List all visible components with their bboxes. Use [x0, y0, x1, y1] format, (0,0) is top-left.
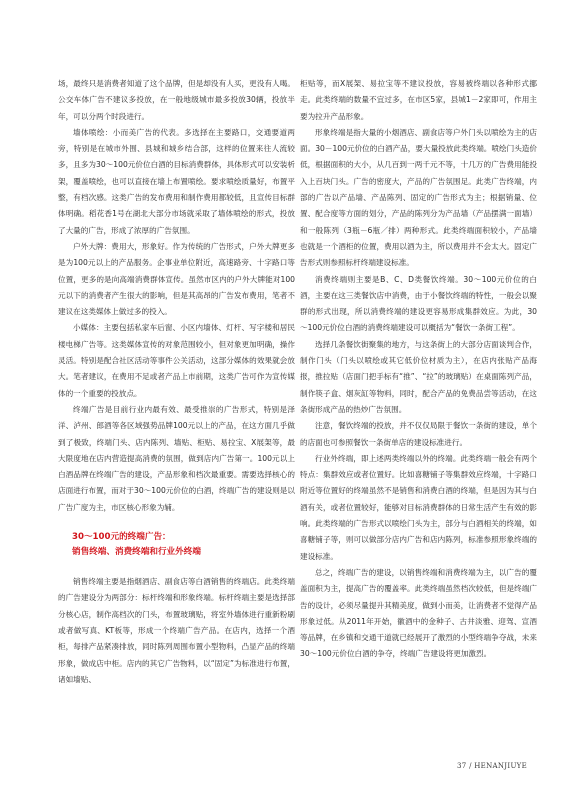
- page-number: 37: [457, 762, 467, 770]
- section-heading-line-2: 销售终端、消费终端和行业外终端: [72, 547, 201, 558]
- right-column: [300, 76, 537, 663]
- paragraph-consumption-terminal: 消费终端则主要是B、C、D类餐饮终端。30～100元价位的白酒，主要在这三类餐饮店中消费，由于小餐饮终端的特性，一般会以聚群的形式出现，所以消费终端的建设更容易形成集群效应。为此，30～100元价位白酒的消费终端建设可以概括为“餐饮一条街工程”。: [300, 274, 537, 333]
- footer-separator: /: [466, 762, 475, 770]
- paragraph-wall-paint: 墙体喷绘：小而美广告的代表。多选择在主要路口，交通要道两旁，特别是在城市外围、县城和城乡结合部，这样的位置来往人流较多，且多为30～100元价位白酒的目标消费群体，具体形式可以安装析架，覆盖喷绘，也可以直接在墙上布置喷绘。要求喷绘质量好，布置平整，有档次感。这类广告的发布费用和制作费用都较低，且宣传目标群体明确。稻花香1号在湖北大部分市场就采取了墙体喷绘的形式，投放了大量的广告，形成了浓厚的广告氛围。: [58, 127, 295, 235]
- section-heading: [58, 530, 295, 560]
- paragraph-summary: 总之，终端广告的建设，以销售终端和消费终端为主，以广告的覆盖面积为主，提高广告的覆盖率。此类终端虽然档次较低，但是终端广告的设计，必须尽量提升其精美度，做到小而美，让消费者不觉得产品形象过低。从2011年开始，徽酒中的金种子、古井淡雅、迎驾、宣酒等品牌，在乡镇和交通干道就已经展开了激烈的小型终端争夺战，未来30～100元价位白酒的争夺，终端广告建设将更加激烈。: [300, 567, 537, 659]
- paragraph-image-terminal: 形象终端是指大量的小烟酒店、副食店等户外门头以喷绘为主的店面。30－100元价位的白酒产品，要大量投放此类终端。喷绘门头造价低，根据面积的大小，从几百到一两千元不等，十几万的广告费用能投入上百块门头。广告的密度大，产品的广告氛围足。此类广告终端，内部的广告以产品墙、产品陈列、固定的广告形式为主；根据销量、位置、配合度等方面的划分，产品的陈列分为产品墙（产品摆满一面墙）和一般陈列（3瓶－6瓶／排）两种形式。此类终端面积较小，产品墙也就是一个酒柜的位置，费用以酒为主，所以费用并不会太大。固定广告形式则参照标杆终端建设标准。: [300, 127, 537, 268]
- paragraph-note: 注意，餐饮终端的投放，并不仅仅局限于餐饮一条街的建设，单个的店面也可参照餐饮一条街单店的建设标准进行。: [300, 421, 537, 447]
- paragraph-billboard: 户外大牌：费用大，形象好。作为传统的广告形式，户外大牌更多是为100元以上的产品服务。企事业单位附近，高速路旁、十字路口等位置，更多的是向高端消费群体宣传。虽然市区内的户外大牌能对100元以下的消费者产生很大的影响，但是其高昂的广告发布费用，笔者不建议在这类媒体上做过多的投入。: [58, 241, 295, 317]
- section-heading-line-1: 30～100元的终端广告：: [72, 532, 171, 543]
- paragraph-external-terminal: 行业外终端，即上述两类终端以外的终端。此类终端一般会有两个特点：集群效应或者位置好。比如喜糖铺子等集群效应终端，十字路口附近等位置好的终端虽然不是销售和消费白酒的终端，但是因为其与白酒有关，或者位置较好，能够对目标消费群体的日常生活产生有效的影响。此类终端的广告形式以喷绘门头为主，部分与白酒相关的终端，如喜糖铺子等，则可以做部分店内广告和店内陈列，标准参照形象终端的建设标准。: [300, 453, 537, 561]
- paragraph-continuation: 场，最终只是消费者知道了这个品牌，但是却没有人买，更没有人喝。公交车体广告不建议多投放，在一般地级城市最多投放30辆，投放半年，可以分两个时段进行。: [58, 79, 295, 121]
- paragraph-terminal-ads: 终端广告是目前行业内最有效、最受推崇的广告形式，特别是泽洋、泸州、郎酒等各区域强势品牌100元以上的产品，在这方面几乎做到了极致，终端门头、店内陈列、墙贴、柜贴、易拉宝、X展架等，最大限度地在店内营造提高消费的氛围，做到店内广告第一。100元以上白酒品牌在终端广告的建设，产品形象和档次最重要。需要选择核心的店面进行布置，而对于30～100元价位的白酒，终端广告的建设则是以广告广度为主，市区核心形象为辅。: [58, 404, 295, 512]
- page-footer: [457, 762, 527, 770]
- journal-name: HENANJIUYE: [474, 762, 527, 770]
- paragraph-sales-terminal: 销售终端主要是指烟酒店、副食店等白酒销售的终端店。此类终端的广告建设分为两部分：标杆终端和形象终端。标杆终端主要是选择部分核心店，制作高档次的门头，布置玻璃贴，将室外墙体进行重新粉刷或者做写真、KT板等，形成一个终端广告产品。在店内，选择一个酒柜，每排产品紧凑排放，同时陈列周围布置小型物料，凸显产品的终端形象，做成店中柜。店内的其它广告物料，以“固定”为标准进行布置，诸如墙贴、: [58, 577, 295, 684]
- paragraph-continuation: 柜贴等，而X展架、易拉宝等不建议投放，容易被终端以各种形式挪走。此类终端的数量不宜过多，在市区5家，县城1－2家即可，作用主要为拉升产品形象。: [300, 79, 537, 121]
- paragraph-small-media: 小媒体：主要包括私家车后窗、小区内墙体、灯杆、写字楼和居民楼电梯广告等。这类媒体宣传的对象范围较小，但对象更加明确，操作灵活。特别是配合社区活动等事件公关活动，这部分媒体的效果就会放大。笔者建议，在费用不足或者产品上市前期，这类广告可作为宣传媒体的一个重要的投放点。: [58, 323, 295, 398]
- paragraph-food-street: 选择几条餐饮街聚集的地方，与这条街上的大部分店面谈判合作，制作门头（门头以喷绘或其它低价位材质为主），在店内张贴产品海报，推拉贴（店面门把手标有“推”、“拉”的玻璃贴）在桌面陈列产品，制作筷子盒、烟灰缸等物料，同时，配合产品的免费品尝等活动，在这条街形成产品的热炒广告氛围。: [300, 339, 537, 414]
- left-column: [58, 76, 295, 688]
